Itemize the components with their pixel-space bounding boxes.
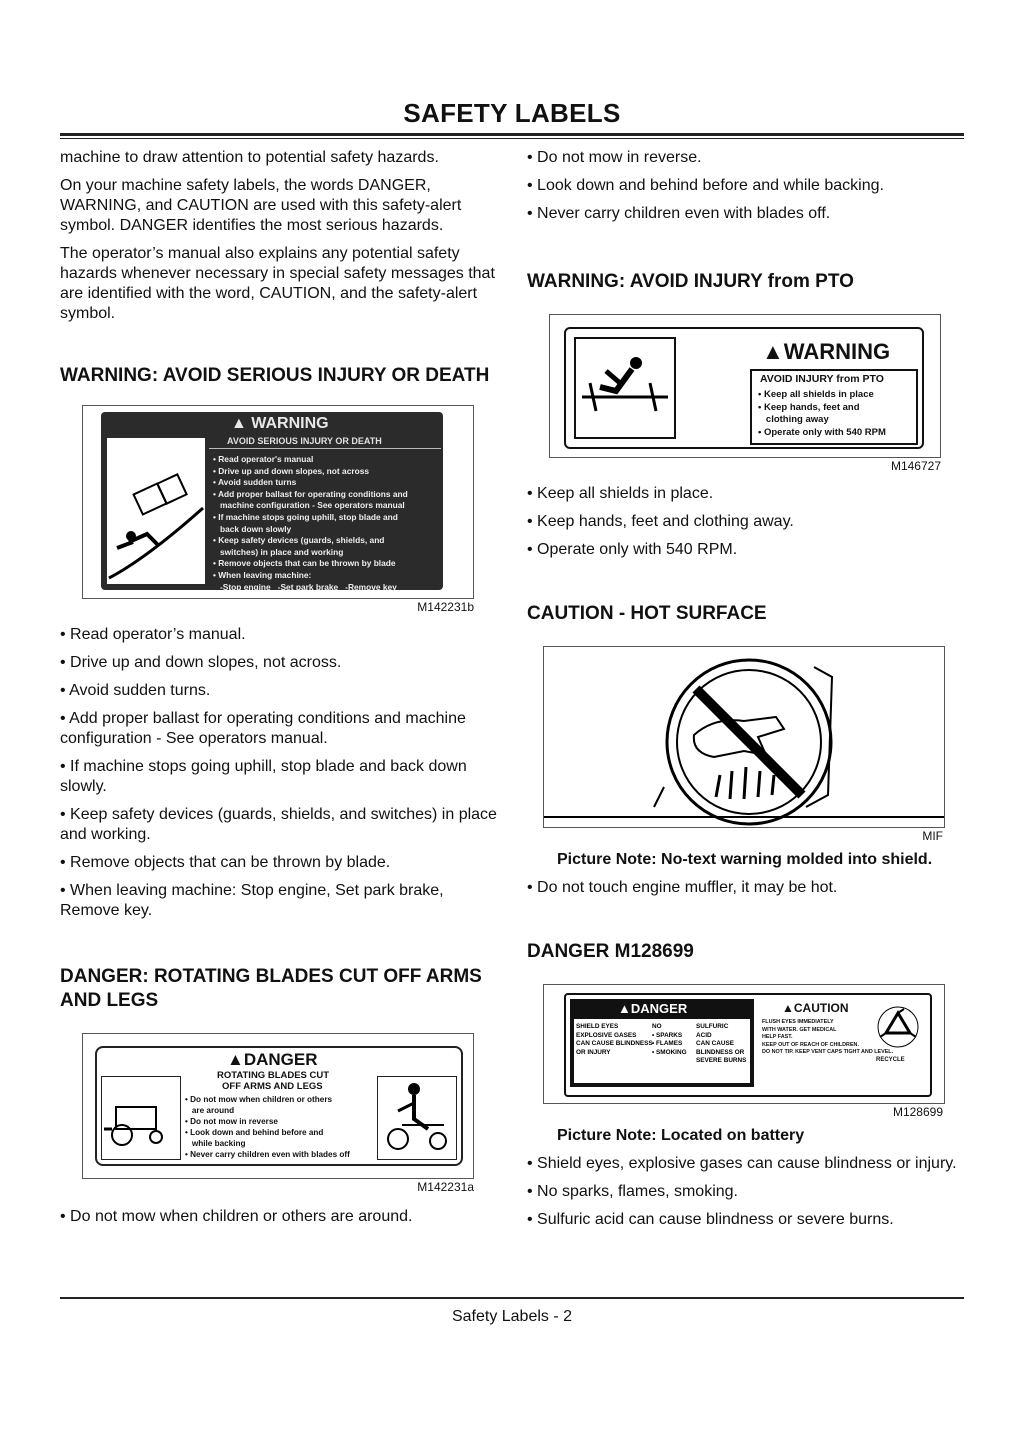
mower-reverse-icon (378, 1077, 456, 1159)
decal-title: WARNING (251, 415, 329, 432)
pto-entanglement-illustration (574, 337, 676, 439)
decal-text-caution: FLUSH EYES IMMEDIATELY WITH WATER. GET MEDICAL HELP FAST. KEEP OUT OF REACH OF CHILDREN. DO NOT TIP. KEEP VENT CAPS TIGHT AND LEVEL. (762, 1019, 894, 1056)
decal-text-block: • Read operator's manual • Drive up and down slopes, not across • Avoid sudden turns • Add proper ballast for operating conditions and machine configuration - See operators manual • If machine stops going uphill, stop blade and back down slowly • Keep safety devices (guards, shields, and switches) in place and working • Remove objects that can be thrown by blade • When leaving machine: -Stop engine -Set park brake -Remove key (213, 454, 408, 592)
list-item: • Never carry children even with blades off. (527, 205, 831, 222)
list-item: • Keep all shields in place. (527, 485, 714, 502)
list-item: • Read operator’s manual. (60, 626, 246, 643)
list-item: • Do not touch engine muffler, it may be hot. (527, 879, 838, 896)
decal-subtitle: ROTATING BLADES CUT (217, 1070, 330, 1081)
figure-danger-battery (543, 984, 947, 1120)
section-heading-pto: WARNING: AVOID INJURY from PTO (527, 271, 854, 292)
header-rule (60, 133, 964, 136)
battery-decal: ▲DANGER SHIELD EYES EXPLOSIVE GASES CAN CAUSE BLINDNESS OR INJURY NO • SPARKS • FLAMES • SMOKING SULFURIC ACID CAN CAUSE BLINDNESS OR SEVERE BURNS ▲CAUTION FLUSH EYES IMMEDIATELY WITH WATER. GET MEDICAL HELP FAST. KEEP OUT OF REACH OF CHILDREN. DO NOT TIP. KEEP VENT CAPS TIGHT AND LEVEL. RECYCLE (564, 993, 932, 1097)
page-title: SAFETY LABELS (403, 98, 621, 128)
figure-caption: MIF (922, 829, 943, 843)
figure-caption: M142231b (417, 600, 474, 614)
decal-title: DANGER (630, 1001, 688, 1016)
left-column (60, 148, 498, 1235)
intro-paragraph: The operator’s manual also explains any potential safety hazards whenever necessary in special safety messages that are identified with the word, CAUTION, and the safety-alert symbol. (60, 245, 495, 322)
section-heading-hot-surface: CAUTION - HOT SURFACE (527, 603, 767, 624)
list-item: • Look down and behind before and while backing. (527, 177, 884, 194)
picture-note: Picture Note: Located on battery (557, 1127, 805, 1144)
list-item: • No sparks, flames, smoking. (527, 1183, 738, 1200)
decal-text-block: • Keep all shields in place • Keep hands, feet and clothing away • Operate only with 540 RPM (758, 389, 886, 438)
warning-decal: ▲ WARNING AVOID SERIOUS INJURY OR DEATH • Read operator's manual • Drive up and down slopes, not across • Avoid sudden turns • Add proper ballast for operating conditions and machine configuration - See operators manual • If machine stops going uphill, stop blade and back down slowly • Keep safety devices (guards, shields, and switches) in place and working • Remove objects that can be thrown by blade • When leaving machine: -Stop engine -Set park brake -Remove key (101, 412, 443, 590)
page-footer: Safety Labels - 2 (451, 1308, 573, 1325)
decal-text-col1: SHIELD EYES EXPLOSIVE GASES CAN CAUSE BLINDNESS OR INJURY (576, 1023, 653, 1056)
right-column (527, 148, 967, 1238)
pto-hazard-icon (576, 339, 674, 437)
mower-reverse-illustration (377, 1076, 457, 1160)
picture-note: Picture Note: No-text warning molded into shield. (557, 851, 933, 868)
intro-paragraph: On your machine safety labels, the words DANGER, WARNING, and CAUTION are used with this safety-alert symbol. DANGER identifies the most serious hazards. (60, 177, 462, 234)
list-item: • Add proper ballast for operating conditions and machine configuration - See operators manual. (60, 710, 466, 747)
list-item: • Sulfuric acid can cause blindness or severe burns. (527, 1211, 894, 1228)
decal-subtitle: OFF ARMS AND LEGS (222, 1081, 323, 1092)
list-item: • If machine stops going uphill, stop blade and back down slowly. (60, 758, 467, 795)
footer-rule (60, 1297, 964, 1299)
list-item: • Remove objects that can be thrown by blade. (60, 854, 391, 871)
danger-decal: ▲DANGER ROTATING BLADES CUT OFF ARMS AND LEGS • Do not mow when children or others are around • Do not mow in reverse • Look down and behind before and while backing • Never carry children even with blades off (95, 1046, 463, 1166)
list-item: • Drive up and down slopes, not across. (60, 654, 342, 671)
header-rule-thin (60, 138, 964, 139)
figure-caution-hot-surface (543, 646, 947, 844)
decal-text-col2: NO • SPARKS • FLAMES • SMOKING (652, 1023, 687, 1056)
figure-warning-pto (549, 314, 941, 474)
bullet-list-serious-injury (60, 625, 498, 921)
list-item: • Keep hands, feet and clothing away. (527, 513, 794, 530)
intro-paragraph: machine to draw attention to potential safety hazards. (60, 149, 439, 166)
decal-title: DANGER (243, 1050, 318, 1069)
list-item: • Keep safety devices (guards, shields, and switches) in place and working. (60, 806, 497, 843)
list-item: • When leaving machine: Stop engine, Set park brake, Remove key. (60, 882, 444, 919)
battery-danger-panel: ▲DANGER SHIELD EYES EXPLOSIVE GASES CAN CAUSE BLINDNESS OR INJURY NO • SPARKS • FLAMES • SMOKING SULFURIC ACID CAN CAUSE BLINDNESS OR SEVERE BURNS (570, 999, 754, 1087)
list-item: • Shield eyes, explosive gases can cause blindness or injury. (527, 1155, 957, 1172)
pto-decal: ▲WARNING AVOID INJURY from PTO • Keep all shields in place • Keep hands, feet and clothing away • Operate only with 540 RPM (564, 327, 924, 449)
list-item: • Avoid sudden turns. (60, 682, 211, 699)
hot-surface-no-touch-icon (544, 647, 944, 827)
decal-title: CAUTION (793, 1001, 849, 1015)
figure-caption: M146727 (890, 459, 941, 473)
pto-decal-text-box (750, 369, 918, 445)
decal-subtitle: AVOID INJURY from PTO (760, 373, 884, 385)
list-item: • Do not mow in reverse. (527, 149, 702, 166)
bullet-list-rotating-blades (60, 1207, 498, 1227)
figure-danger-rotating-blades (82, 1033, 474, 1195)
decal-title: WARNING (783, 339, 891, 364)
figure-warning-serious-injury (82, 405, 474, 615)
figure-caption: M128699 (892, 1105, 943, 1119)
figure-caption: M142231a (417, 1180, 474, 1194)
section-heading-danger-battery: DANGER M128699 (527, 941, 694, 962)
decal-text-block: • Do not mow when children or others are around • Do not mow in reverse • Look down and behind before and while backing • Never carry children even with blades off (185, 1095, 350, 1159)
slope-tipping-illustration (107, 438, 205, 584)
mower-hazard-icon (102, 1077, 180, 1159)
mower-child-illustration (101, 1076, 181, 1160)
tractor-rollover-icon (107, 438, 205, 584)
bullet-list-pto (527, 484, 967, 560)
section-heading-serious-injury: WARNING: AVOID SERIOUS INJURY OR DEATH (60, 365, 490, 386)
section-heading-rotating-blades: DANGER: ROTATING BLADES CUT OFF ARMS AND LEGS (60, 966, 482, 1011)
decal-text-col3: SULFURIC ACID CAN CAUSE BLINDNESS OR SEVERE BURNS (696, 1023, 747, 1065)
list-item: • Do not mow when children or others are around. (60, 1208, 413, 1225)
recycle-icon: RECYCLE (872, 1005, 924, 1065)
list-item: • Operate only with 540 RPM. (527, 541, 738, 558)
decal-subtitle: AVOID SERIOUS INJURY OR DEATH (227, 436, 382, 446)
